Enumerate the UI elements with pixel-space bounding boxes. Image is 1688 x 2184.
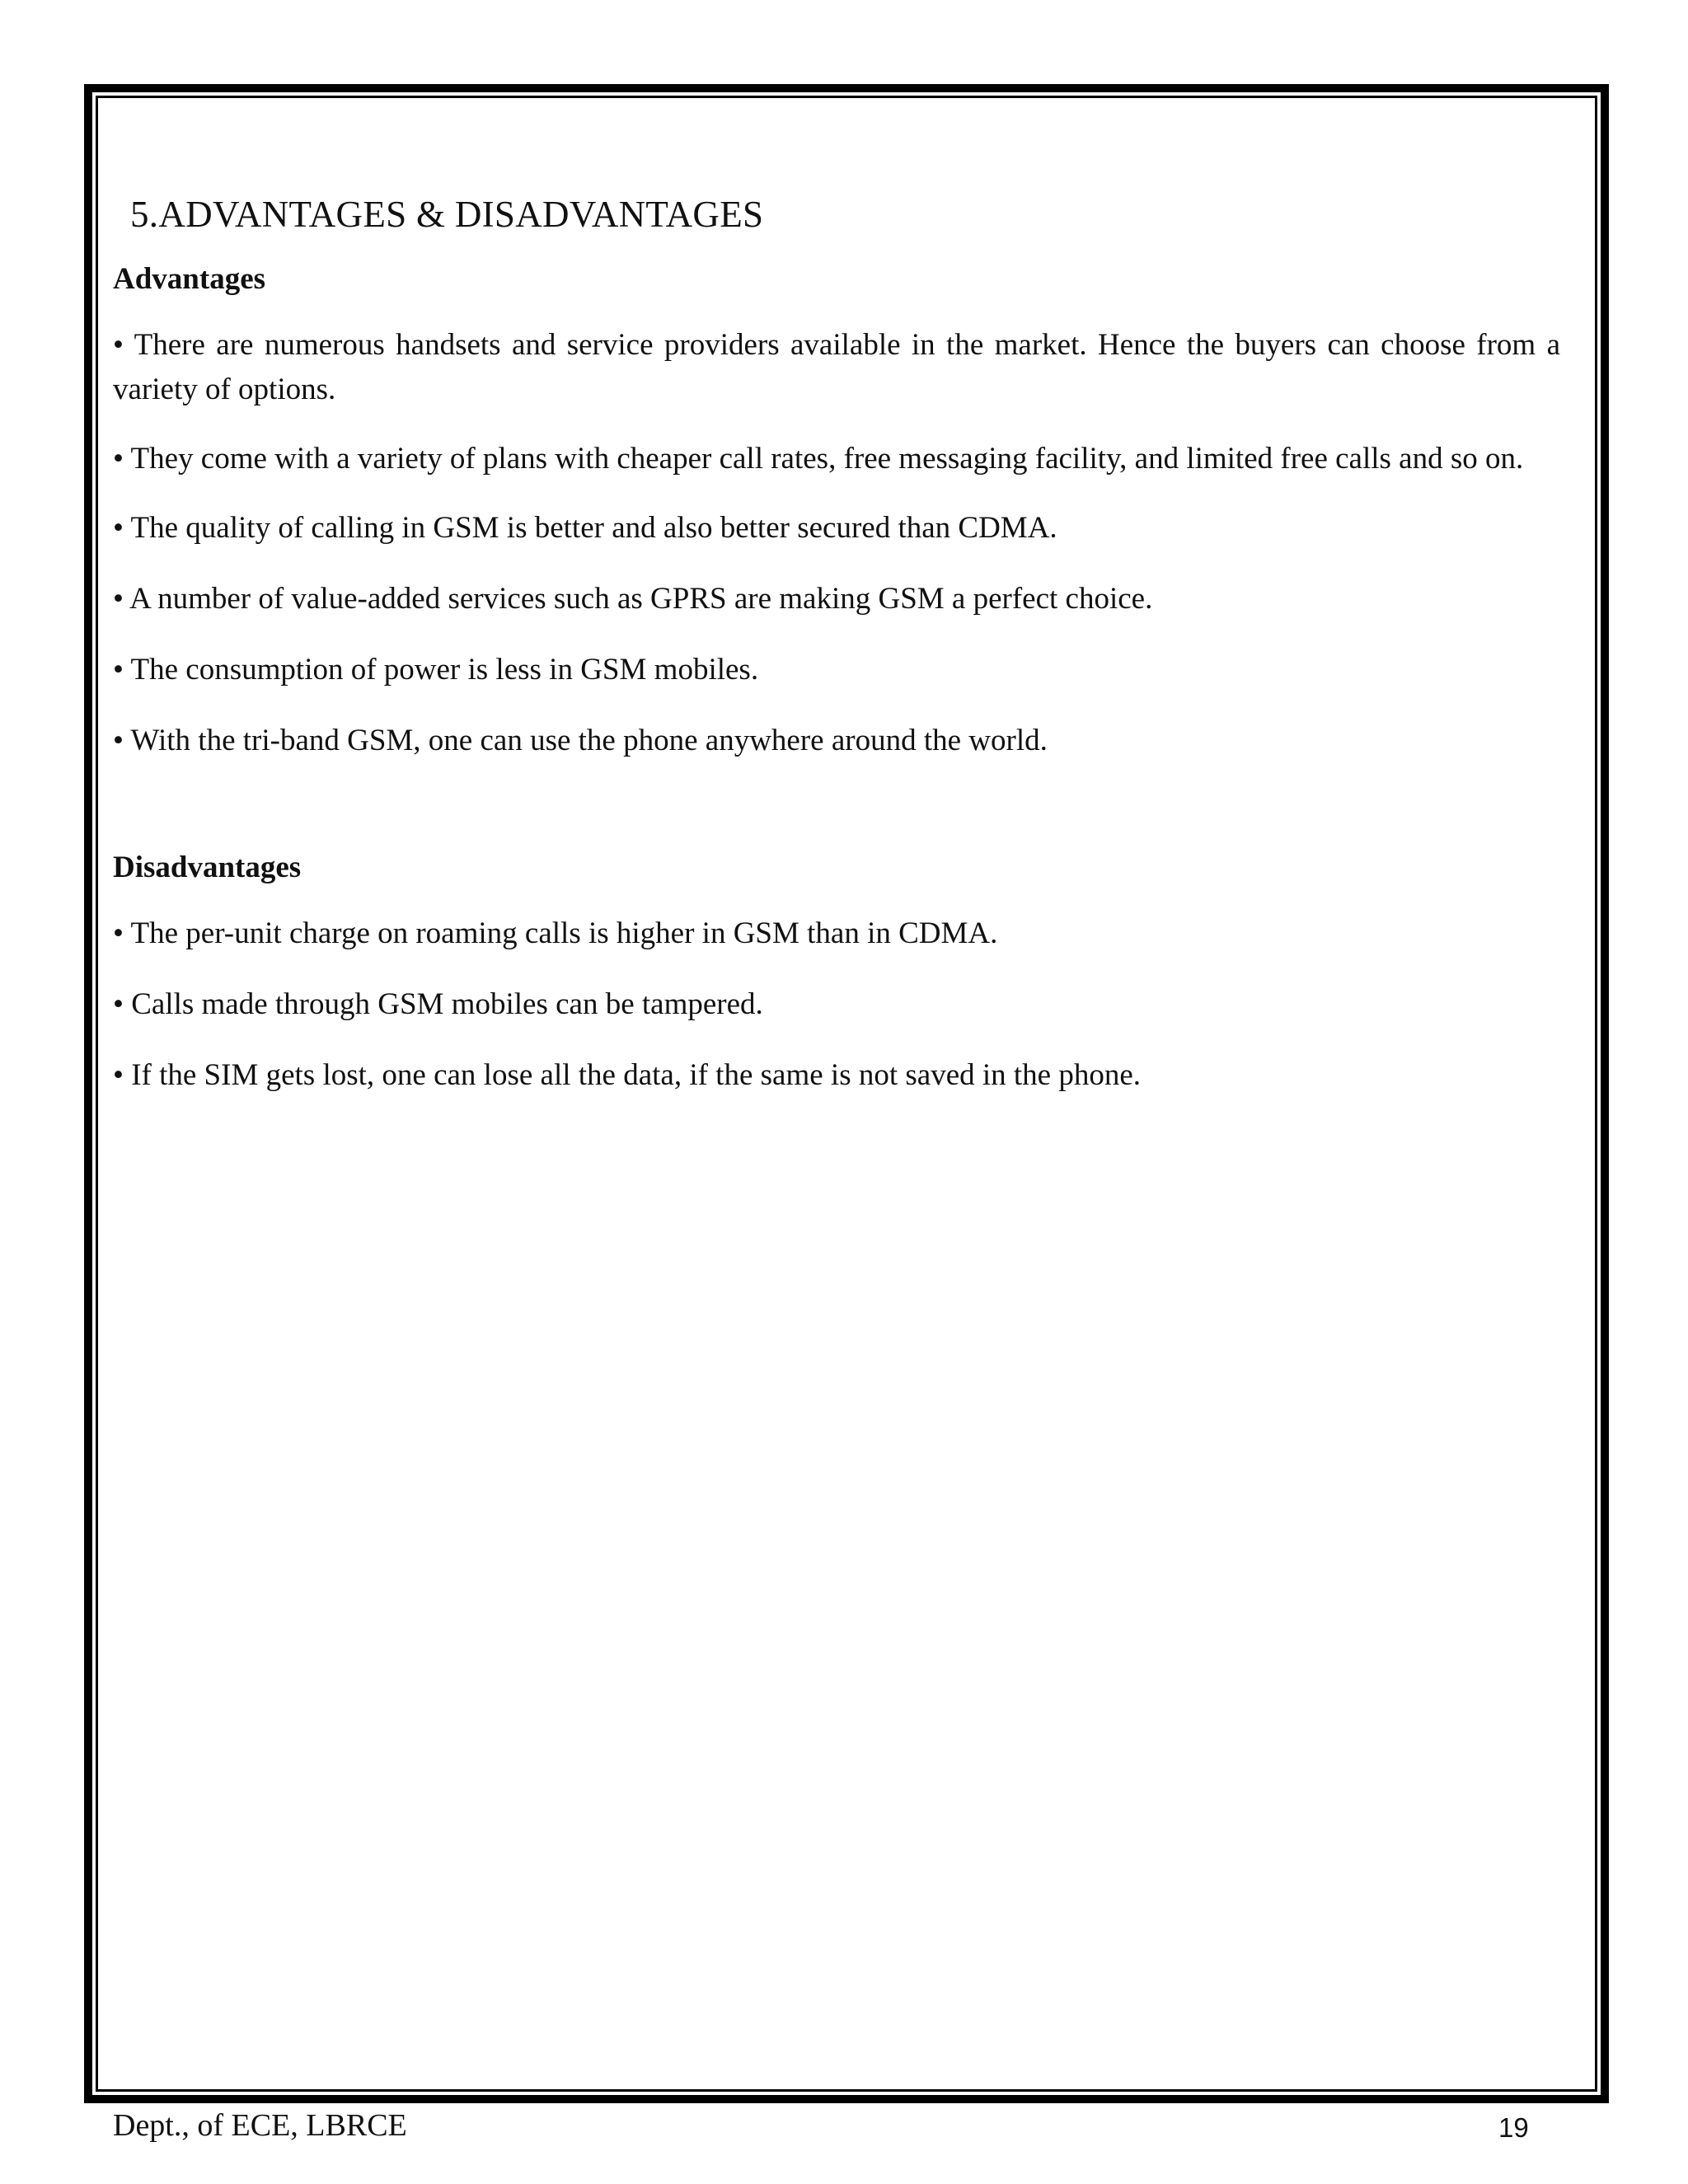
advantage-item: • The quality of calling in GSM is better and also better secured than CDMA. [113,511,1057,545]
disadvantages-heading: Disadvantages [113,851,302,884]
page-number: 19 [1498,2112,1529,2143]
disadvantage-item: • If the SIM gets lost, one can lose all the data, if the same is not saved in the phone. [113,1058,1142,1092]
disadvantage-item: • The per-unit charge on roaming calls is higher in GSM than in CDMA. [113,916,998,950]
section-title: 5.ADVANTAGES & DISADVANTAGES [130,194,764,235]
page-content [113,191,1560,1098]
advantage-item: • The consumption of power is less in GSM mobiles. [113,653,759,687]
advantages-heading: Advantages [113,262,266,296]
advantage-item: • There are numerous handsets and service providers available in the market. Hence the buyers can choose from a variety of options. [113,328,1560,406]
footer-department: Dept., of ECE, LBRCE [113,2108,407,2143]
advantage-item: • A number of value-added services such as GPRS are making GSM a perfect choice. [113,582,1153,616]
advantage-item: • With the tri-band GSM, one can use the phone anywhere around the world. [113,724,1048,757]
advantage-item: • They come with a variety of plans with cheaper call rates, free messaging facility, and limited free calls and so on. [113,442,1524,476]
disadvantages-list [113,912,1560,1098]
advantages-list [113,323,1560,763]
disadvantage-item: • Calls made through GSM mobiles can be tampered. [113,987,763,1021]
